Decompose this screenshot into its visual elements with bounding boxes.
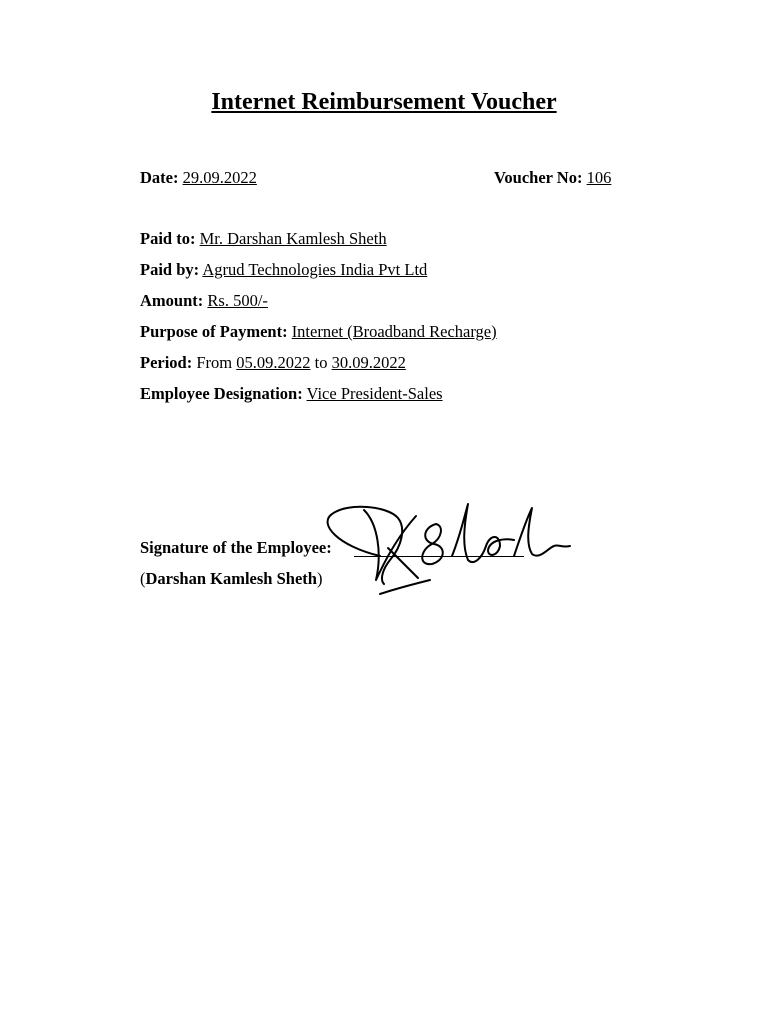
period-to-date: 30.09.2022 xyxy=(331,353,406,372)
signature-label: Signature of the Employee: xyxy=(140,538,332,557)
paid-to-value: Mr. Darshan Kamlesh Sheth xyxy=(199,229,387,248)
period-from-date: 05.09.2022 xyxy=(236,353,311,372)
employee-name-row xyxy=(140,568,322,590)
date-row xyxy=(140,167,257,189)
designation-row xyxy=(140,383,443,405)
paid-by-row xyxy=(140,259,427,281)
voucher-number-value: 106 xyxy=(586,168,612,187)
designation-value: Vice President-Sales xyxy=(306,384,443,403)
amount-label: Amount: xyxy=(140,291,204,310)
period-row xyxy=(140,352,406,374)
paid-to-label: Paid to: xyxy=(140,229,196,248)
paid-by-label: Paid by: xyxy=(140,260,200,279)
purpose-row xyxy=(140,321,497,343)
purpose-value: Internet (Broadband Recharge) xyxy=(291,322,497,341)
designation-label: Employee Designation: xyxy=(140,384,303,403)
employee-name: Darshan Kamlesh Sheth xyxy=(145,569,317,588)
signature-row xyxy=(140,537,332,559)
voucher-number-row xyxy=(494,167,611,189)
period-from-word: From xyxy=(196,353,233,372)
paid-to-row xyxy=(140,228,387,250)
date-value: 29.09.2022 xyxy=(182,168,257,187)
voucher-number-label: Voucher No: xyxy=(494,168,583,187)
name-open-paren: ( xyxy=(140,569,146,588)
page-title: Internet Reimbursement Voucher xyxy=(211,89,557,115)
period-label: Period: xyxy=(140,353,193,372)
purpose-label: Purpose of Payment: xyxy=(140,322,288,341)
date-label: Date: xyxy=(140,168,179,187)
period-to-word: to xyxy=(314,353,328,372)
amount-value: Rs. 500/- xyxy=(207,291,268,310)
amount-row xyxy=(140,290,268,312)
name-close-paren: ) xyxy=(316,569,323,588)
handwritten-signature xyxy=(318,494,578,604)
paid-by-value: Agrud Technologies India Pvt Ltd xyxy=(202,260,428,279)
